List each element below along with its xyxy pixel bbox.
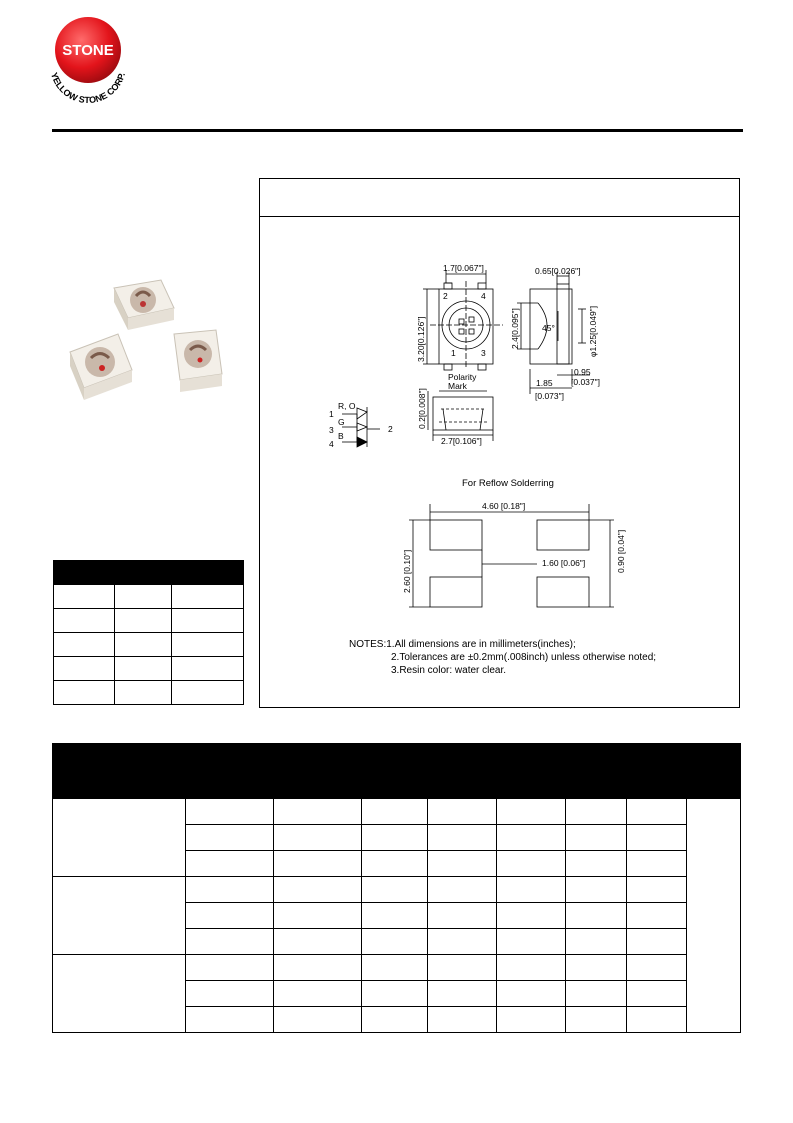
schematic-pin-3: 3	[329, 425, 334, 435]
dim-top: 1.7[0.067"]	[443, 263, 484, 273]
pin-3-label: 3	[481, 348, 486, 358]
table-row	[53, 877, 741, 903]
table-row	[53, 799, 741, 825]
dim-095: 0.95	[574, 367, 591, 377]
dim-height: 3.20[0.126"]	[416, 316, 426, 362]
small-spec-table	[53, 560, 244, 705]
schematic-pin-1: 1	[329, 409, 334, 419]
product-photo	[66, 262, 228, 424]
pad-dim-160: 1.60 [0.06"]	[542, 558, 586, 568]
dim-073: [0.073"]	[535, 391, 565, 401]
notes-line-1: NOTES:1.All dimensions are in millimeters(inches);	[349, 639, 576, 650]
dim-diameter: φ1.25[0.049"]	[588, 305, 598, 357]
big-table-header-row-1	[53, 744, 741, 770]
dim-037: [0.037"]	[571, 377, 601, 387]
notes-line-3: 3.Resin color: water clear.	[391, 665, 507, 676]
small-table-row	[54, 609, 244, 633]
pad-dim-260: 2.60 [0.10"]	[402, 549, 412, 593]
table-row	[53, 955, 741, 981]
dimension-drawing-panel	[259, 178, 740, 708]
dim-width: 2.7[0.106"]	[441, 436, 482, 446]
dimension-drawing	[260, 179, 741, 709]
small-table-header-row	[54, 561, 244, 585]
dim-lead: 0.2[0.008"]	[417, 388, 427, 429]
header-rule	[52, 129, 743, 132]
notes-line-2: 2.Tolerances are ±0.2mm(.008inch) unless otherwise noted;	[391, 652, 657, 663]
stone-logo	[38, 15, 138, 105]
logo-arc-text: YELLOW STONE CORP.	[48, 71, 127, 105]
pin-2-label: 2	[443, 291, 448, 301]
schematic-ro: R, O	[338, 401, 356, 411]
schematic-pin-2: 2	[388, 424, 393, 434]
reflow-title: For Reflow Solderring	[462, 478, 554, 489]
dim-185: 1.85	[536, 378, 553, 388]
dim-inner-height: 2.4[0.095"]	[510, 308, 520, 349]
logo-text: STONE	[62, 42, 114, 59]
schematic-pin-4: 4	[329, 439, 334, 449]
electrical-characteristics-table	[52, 743, 741, 1033]
schematic-b: B	[338, 431, 344, 441]
polarity-label: Polarity	[448, 372, 477, 382]
schematic-g: G	[338, 417, 345, 427]
small-table-row	[54, 633, 244, 657]
pad-dim-090: 0.90 [0.04"]	[616, 529, 626, 573]
small-table-row	[54, 585, 244, 609]
polarity-mark-label: Mark	[448, 381, 467, 391]
pin-1-label: 1	[451, 348, 456, 358]
dim-side-top: 0.65[0.026"]	[535, 266, 581, 276]
pad-dim-460: 4.60 [0.18"]	[482, 501, 526, 511]
small-table-row	[54, 657, 244, 681]
small-table-row	[54, 681, 244, 705]
pin-4-label: 4	[481, 291, 486, 301]
dim-angle: 45°	[542, 323, 555, 333]
